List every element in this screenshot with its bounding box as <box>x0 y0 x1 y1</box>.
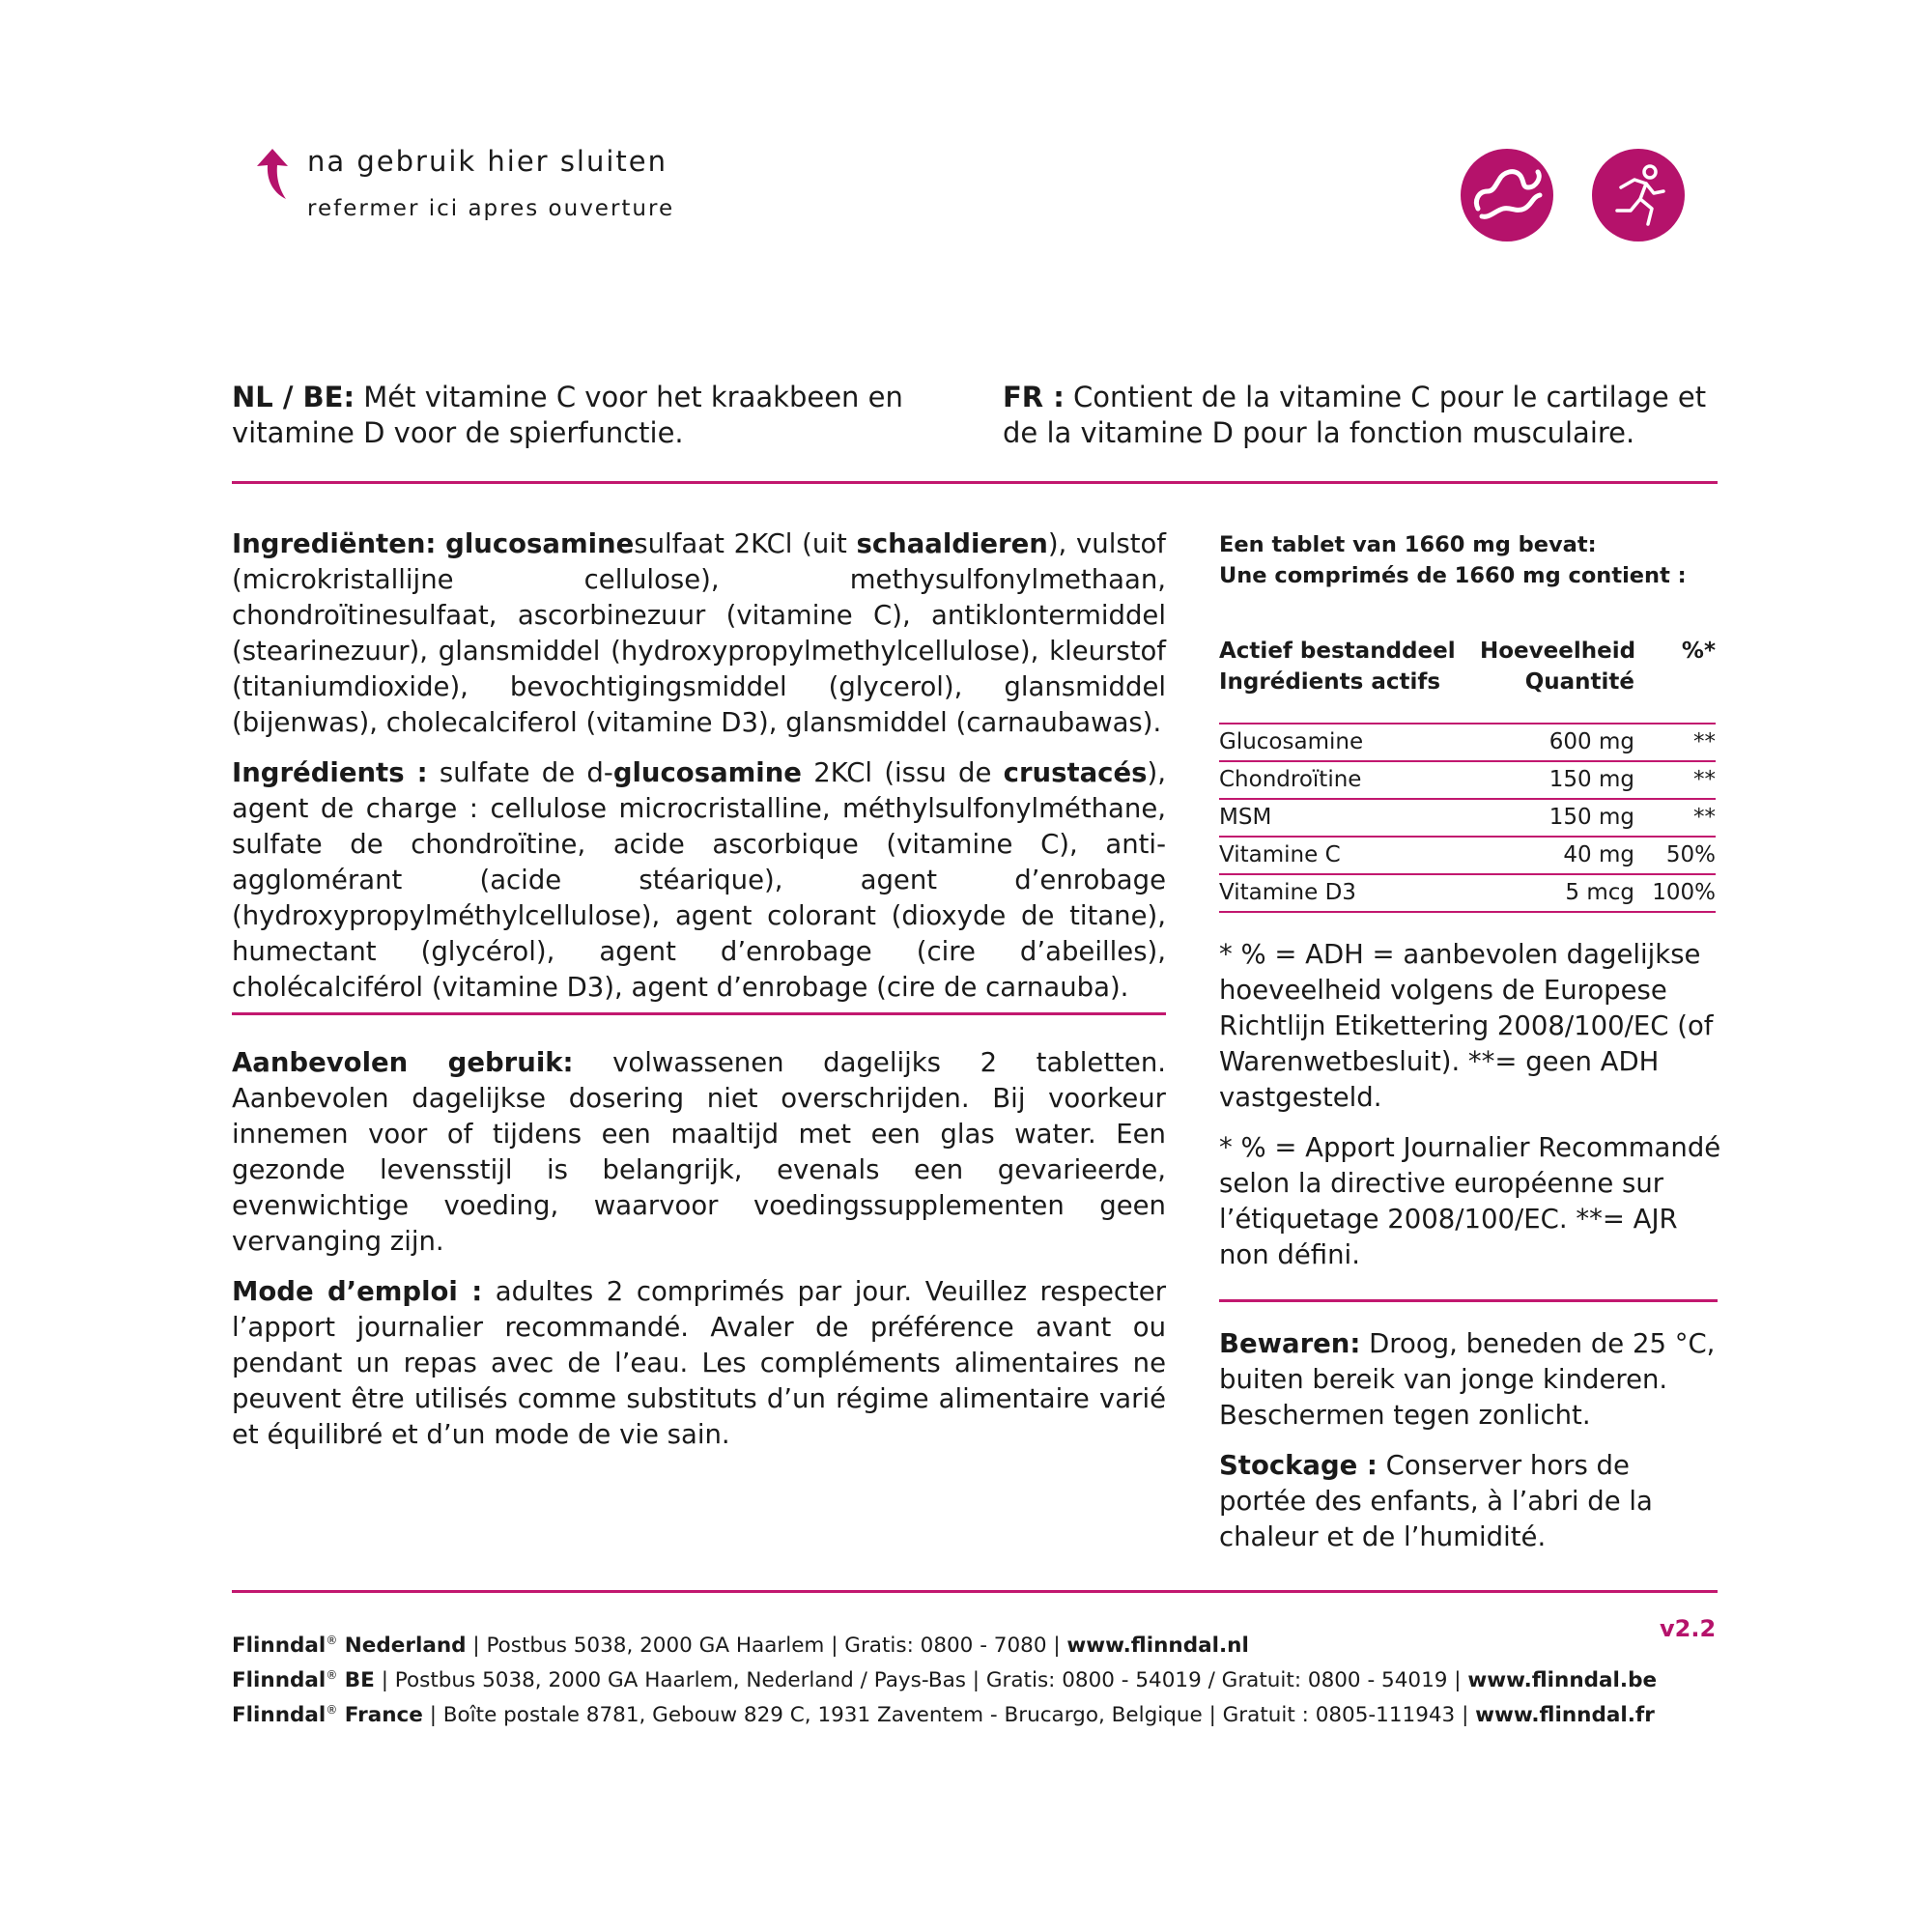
reference-note-nl: * % = ADH = aanbevolen dagelijkse hoeveelheid volgens de Europese Richtlijn Etikettering 2008/100/EC (of Warenwetbesluit). **= geen ADH vastgesteld. <box>1219 939 1714 1113</box>
nutrition-heading-nl: Een tablet van 1660 mg bevat: <box>1219 532 1597 557</box>
ingredients-nl: Ingrediënten: glucosaminesulfaat 2KCl (uit schaaldieren), vulstof (microkristallijne cellulose), methysulfonylmethaan, chondroïtinesulfaat, ascorbinezuur (vitamine C), antiklontermiddel (stearinezuur), glansmiddel (hydroxypropylmethylcellulose), kleurstof (titaniumdioxide), bevochtigingsmiddel (glycerol), glansmiddel (bijenwas), cholecalciferol (vitamine D3), glansmiddel (carnaubawas). <box>232 528 1166 738</box>
nutrition-table <box>1219 723 1716 913</box>
running-person-icon <box>1592 149 1685 242</box>
ingredients-fr: Ingrédients : sulfate de d-glucosamine 2KCl (issu de crustacés), agent de charge : cellulose microcristalline, méthylsulfonylméthane, sulfate de chondroïtine, acide ascorbique (vitamine C), anti-agglomérant (acide stéarique), agent d’enrobage (hydroxypropylméthylcellulose), agent colorant (dioxyde de titane), humectant (glycérol), agent d’enrobage (cire d’abeilles), cholécalciférol (vitamine D3), agent d’enrobage (cire de carnauba). <box>232 757 1166 1003</box>
nutrition-heading-fr: Une comprimés de 1660 mg contient : <box>1219 563 1687 588</box>
footer-line-be: Flinndal® BE | Postbus 5038, 2000 GA Haarlem, Nederland / Pays-Bas | Gratis: 0800 - 54019 / Gratuit: 0800 - 54019 | www.flinndal.be <box>232 1668 1658 1693</box>
joint-icon <box>1461 149 1553 242</box>
storage-nl: Bewaren: Droog, beneden de 25 °C, buiten bereik van jonge kinderen. Beschermen tegen zonlicht. <box>1219 1328 1716 1431</box>
close-instruction-fr: refermer ici apres ouverture <box>307 196 675 221</box>
column-active-ingredient: Actief bestanddeel Ingrédients actifs <box>1219 639 1456 695</box>
storage-section <box>1219 1326 1721 1570</box>
divider-right-middle <box>1219 1299 1718 1302</box>
nutrition-table-header <box>1219 636 1716 703</box>
claim-nl: NL / BE: Mét vitamine C voor het kraakbeen en vitamine D voor de spierfunctie. <box>232 381 903 449</box>
table-row: Vitamine C 40 mg 50% <box>1219 836 1716 873</box>
usage-nl: Aanbevolen gebruik: volwassenen dagelijks 2 tabletten. Aanbevolen dagelijkse dosering niet overschrijden. Bij voorkeur innemen voor of tijdens een maaltijd met een glas water. Een gezonde levensstijl is belangrijk, evenals een gevarieerde, evenwichtige voeding, waarvoor voedingssupplementen geen vervanging zijn. <box>232 1047 1166 1257</box>
divider-top <box>232 481 1718 484</box>
divider-footer <box>232 1590 1718 1593</box>
footer-line-nl: Flinndal® Nederland | Postbus 5038, 2000 GA Haarlem | Gratis: 0800 - 7080 | www.flinndal.nl <box>232 1634 1249 1659</box>
website-link-fr[interactable]: www.flinndal.fr <box>1475 1703 1655 1728</box>
table-row: Glucosamine 600 mg ** <box>1219 723 1716 760</box>
storage-fr: Stockage : Conserver hors de portée des enfants, à l’abri de la chaleur et de l’humidité. <box>1219 1450 1653 1552</box>
usage-section <box>232 1045 1166 1467</box>
website-link-nl[interactable]: www.flinndal.nl <box>1066 1634 1249 1659</box>
table-row: Vitamine D3 5 mcg 100% <box>1219 873 1716 913</box>
reference-note-fr: * % = Apport Journalier Recommandé selon la directive européenne sur l’étiquetage 2008/100/EC. **= AJR non défini. <box>1219 1132 1721 1270</box>
close-instruction-nl: na gebruik hier sluiten <box>307 145 668 178</box>
website-link-be[interactable]: www.flinndal.be <box>1467 1668 1658 1693</box>
divider-left-middle <box>232 1012 1166 1015</box>
reference-notes <box>1219 937 1721 1288</box>
table-row: MSM 150 mg ** <box>1219 798 1716 836</box>
ingredients-section <box>232 526 1166 1020</box>
column-percent: %* <box>1681 639 1716 664</box>
footer-line-fr: Flinndal® France | Boîte postale 8781, Gebouw 829 C, 1931 Zaventem - Brucargo, Belgique | Gratuit : 0805-111943 | www.flinndal.fr <box>232 1703 1655 1728</box>
up-arrow-icon <box>253 147 292 201</box>
usage-fr: Mode d’emploi : adultes 2 comprimés par jour. Veuillez respecter l’apport journalier recommandé. Avaler de préférence avant ou pendant un repas avec de l’eau. Les compléments alimentaires ne peuvent être utilisés comme substituts d’un régime alimentaire varié et équilibré et d’un mode de vie sain. <box>232 1276 1167 1450</box>
footer-contacts <box>232 1626 1658 1730</box>
column-quantity: Hoeveelheid Quantité <box>1480 639 1636 695</box>
claim-fr: FR : Contient de la vitamine C pour le cartilage et de la vitamine D pour la fonction musculaire. <box>1003 381 1707 449</box>
table-row: Chondroïtine 150 mg ** <box>1219 760 1716 798</box>
version-label: v2.2 <box>1660 1615 1717 1642</box>
nutrition-heading <box>1219 529 1721 591</box>
